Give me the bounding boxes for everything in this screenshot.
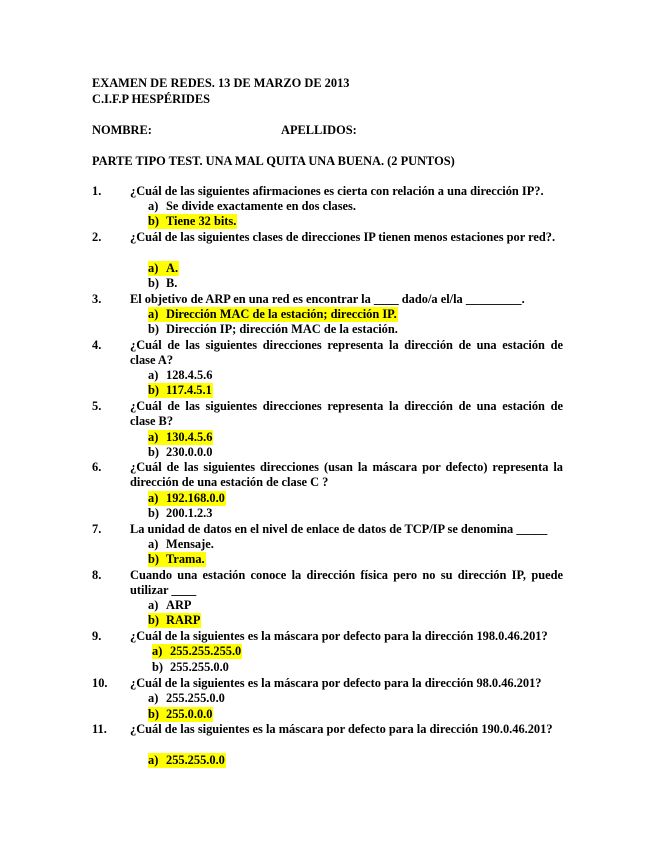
question-11 (92, 722, 563, 737)
option-letter: b) (148, 322, 160, 336)
option-letter: a) (148, 753, 159, 767)
option-text: 255.255.255.0 (170, 644, 242, 658)
option-letter: a) (148, 491, 159, 505)
answer-option (148, 383, 213, 398)
answer-option (152, 660, 229, 675)
option-text: ARP (166, 598, 192, 612)
option-text: 255.255.0.0 (166, 691, 225, 705)
question-3 (92, 292, 563, 307)
answer-option (148, 691, 225, 706)
answer-option (148, 307, 398, 322)
answer-option (148, 199, 356, 214)
answer-option (148, 445, 212, 460)
option-letter: b) (148, 552, 160, 566)
school-name: C.I.F.P HESPÉRIDES (92, 92, 210, 106)
question-number: 2. (92, 230, 102, 244)
answer-option (148, 552, 206, 567)
option-letter: a) (148, 691, 159, 705)
option-letter: b) (148, 383, 160, 397)
option-text: Tiene 32 bits. (166, 214, 237, 228)
option-text: 117.4.5.1 (166, 383, 212, 397)
question-text: La unidad de datos en el nivel de enlace de datos de TCP/IP se denomina _____ (130, 522, 548, 536)
option-text: 192.168.0.0 (166, 491, 225, 505)
option-letter: b) (152, 660, 164, 674)
option-text: Mensaje. (166, 537, 214, 551)
nombre-label: NOMBRE: (92, 123, 152, 137)
question-8 (92, 568, 563, 598)
question-text: ¿Cuál de la siguientes es la máscara por defecto para la dirección 98.0.46.201? (130, 676, 542, 690)
question-number: 8. (92, 568, 102, 582)
answer-option (152, 644, 242, 659)
option-text: 130.4.5.6 (166, 430, 213, 444)
option-letter: a) (152, 644, 163, 658)
answer-option (148, 261, 179, 276)
answer-option (148, 506, 212, 521)
question-text: ¿Cuál de las siguientes direcciones (usan la máscara por defecto) representa la dirección de una estación de clase C ? (130, 460, 563, 490)
option-letter: b) (148, 707, 160, 721)
option-text: Se divide exactamente en dos clases. (166, 199, 356, 213)
option-letter: a) (148, 537, 159, 551)
answer-option (148, 368, 212, 383)
question-number: 6. (92, 460, 102, 474)
question-number: 7. (92, 522, 102, 536)
option-letter: b) (148, 613, 160, 627)
question-text: ¿Cuál de las siguientes es la máscara por defecto para la dirección 190.0.46.201? (130, 722, 553, 736)
apellidos-label: APELLIDOS: (281, 123, 357, 137)
answer-option (148, 537, 214, 552)
question-9 (92, 629, 563, 644)
question-text: ¿Cuál de la siguientes es la máscara por defecto para la dirección 198.0.46.201? (130, 629, 548, 643)
question-number: 1. (92, 184, 102, 198)
option-letter: a) (148, 307, 159, 321)
answer-option (148, 491, 226, 506)
option-letter: a) (148, 430, 159, 444)
option-text: 255.0.0.0 (166, 707, 213, 721)
option-letter: a) (148, 598, 159, 612)
question-number: 10. (92, 676, 108, 690)
question-7 (92, 522, 563, 537)
answer-option (148, 613, 201, 628)
question-text: Cuando una estación conoce la dirección física pero no su dirección IP, puede utilizar ____ (130, 568, 563, 598)
option-letter: b) (148, 445, 160, 459)
option-text: A. (166, 261, 179, 275)
question-6 (92, 460, 563, 490)
question-5 (92, 399, 563, 429)
option-text: 200.1.2.3 (166, 506, 213, 520)
question-2 (92, 230, 563, 245)
option-letter: b) (148, 506, 160, 520)
question-text: ¿Cuál de las siguientes clases de direcciones IP tienen menos estaciones por red?. (130, 230, 556, 244)
question-text: ¿Cuál de las siguientes direcciones representa la dirección de una estación de clase B? (130, 399, 563, 429)
option-text: Dirección MAC de la estación; dirección IP. (166, 307, 397, 321)
answer-option (148, 276, 177, 291)
question-text: ¿Cuál de las siguientes afirmaciones es cierta con relación a una dirección IP?. (130, 184, 544, 198)
answer-option (148, 322, 398, 337)
question-number: 4. (92, 338, 102, 352)
option-letter: b) (148, 214, 160, 228)
section-title: PARTE TIPO TEST. UNA MAL QUITA UNA BUENA. (2 PUNTOS) (92, 154, 455, 168)
answer-option (148, 430, 213, 445)
option-text: 255.255.0.0 (170, 660, 229, 674)
option-letter: a) (148, 199, 159, 213)
option-text: Trama. (166, 552, 205, 566)
option-text: Dirección IP; dirección MAC de la estación. (166, 322, 398, 336)
answer-option (148, 598, 191, 613)
question-number: 3. (92, 292, 102, 306)
option-letter: a) (148, 368, 159, 382)
question-text: El objetivo de ARP en una red es encontrar la ____ dado/a el/la _________. (130, 292, 525, 306)
question-1 (92, 184, 563, 199)
option-letter: a) (148, 261, 159, 275)
answer-option (148, 753, 226, 768)
option-text: 128.4.5.6 (166, 368, 213, 382)
answer-option (148, 707, 213, 722)
question-10 (92, 676, 563, 691)
answer-option (148, 214, 237, 229)
question-number: 11. (92, 722, 107, 736)
option-text: 230.0.0.0 (166, 445, 213, 459)
option-text: B. (166, 276, 178, 290)
question-text: ¿Cuál de las siguientes direcciones representa la dirección de una estación de clase A? (130, 338, 563, 368)
option-letter: b) (148, 276, 160, 290)
question-number: 5. (92, 399, 102, 413)
option-text: RARP (166, 613, 201, 627)
option-text: 255.255.0.0 (166, 753, 225, 767)
exam-title: EXAMEN DE REDES. 13 DE MARZO DE 2013 (92, 76, 350, 90)
question-number: 9. (92, 629, 102, 643)
question-4 (92, 338, 563, 368)
